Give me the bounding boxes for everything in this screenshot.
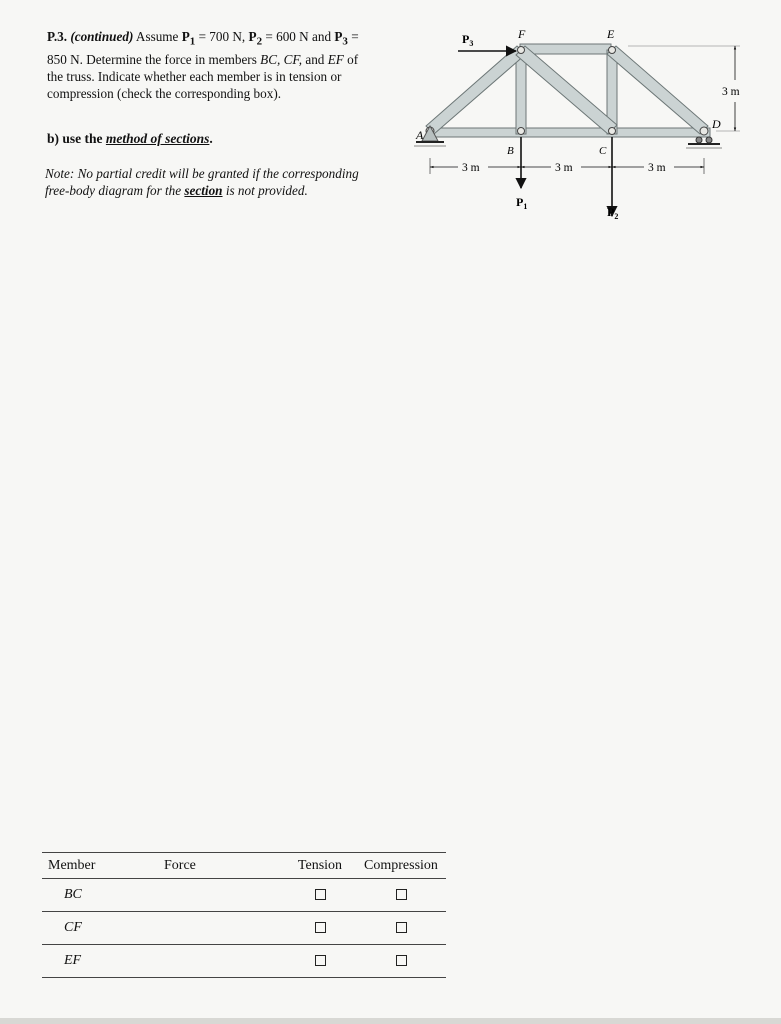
and-word-2: and — [305, 51, 325, 67]
horizontal-dimensions — [430, 158, 704, 174]
support-d — [686, 137, 722, 148]
answer-table — [42, 852, 446, 978]
p2-subscript: 2 — [256, 35, 263, 48]
determine-text: Determine the force in members — [86, 51, 257, 67]
problem-label: P.3. — [47, 29, 68, 44]
dim-height: 3 m — [722, 86, 740, 98]
table-row — [42, 879, 446, 912]
member-bottom-chord — [430, 128, 710, 137]
truss-figure — [400, 20, 750, 230]
members-text: BC, CF, — [260, 51, 303, 67]
force-input[interactable] — [158, 912, 284, 945]
joint-f — [518, 47, 525, 54]
node-b-label: B — [507, 145, 514, 157]
member-cell: EF — [42, 945, 158, 978]
method-of-sections: method of sections — [105, 131, 210, 146]
p3-subscript: 3 — [342, 35, 348, 48]
tension-checkbox-cf[interactable] — [284, 912, 356, 945]
and-word: and — [312, 29, 332, 44]
assume-word: Assume — [135, 29, 179, 44]
truss-members — [426, 44, 710, 137]
dim-span-1: 3 m — [462, 162, 480, 174]
note-section-word: section — [184, 183, 223, 198]
page-edge — [0, 1018, 781, 1024]
part-b-prefix: b) use the — [47, 131, 103, 146]
continued-label: (continued) — [70, 29, 134, 44]
tension-checkbox-ef[interactable] — [284, 945, 356, 978]
member-fc — [516, 46, 617, 134]
header-compression: Compression — [356, 853, 446, 879]
member-ed — [607, 46, 708, 134]
part-b-suffix: . — [209, 131, 213, 146]
problem-statement — [47, 28, 377, 102]
p2-value: = 600 N — [265, 29, 309, 44]
node-f-label: F — [518, 27, 526, 41]
p2-label: $P_2$ — [607, 205, 619, 221]
joint-c — [609, 128, 616, 135]
node-d-label: D — [712, 117, 721, 131]
joint-d — [700, 127, 708, 135]
table-row — [42, 945, 446, 978]
note — [45, 165, 375, 199]
header-force: Force — [158, 853, 284, 879]
member-af — [426, 46, 526, 134]
p3-value: = 850 N. — [47, 29, 359, 67]
p1-subscript: 1 — [189, 35, 196, 48]
dim-span-3: 3 m — [648, 162, 666, 174]
note-text: Note: No partial credit will be granted if the corresponding free-body diagram for the — [45, 166, 359, 198]
node-c-label: C — [599, 145, 607, 157]
part-b-heading — [47, 131, 213, 147]
force-input[interactable] — [158, 945, 284, 978]
header-tension: Tension — [284, 853, 356, 879]
node-e-label: E — [607, 27, 615, 41]
instructions-text: of the truss. Indicate whether each member is in tension or compression (check the corresponding box). — [47, 51, 359, 102]
p1-value: = 700 N, — [198, 29, 246, 44]
dim-span-2: 3 m — [555, 162, 573, 174]
tension-checkbox-bc[interactable] — [284, 879, 356, 912]
joint-b — [518, 128, 525, 135]
member-cell: CF — [42, 912, 158, 945]
compression-checkbox-cf[interactable] — [356, 912, 446, 945]
p3-label: $P_3$ — [462, 32, 474, 48]
joint-e — [609, 47, 616, 54]
note-text-end: is not provided. — [225, 183, 308, 198]
table-row — [42, 912, 446, 945]
node-a-label: A — [416, 128, 424, 142]
p1-symbol: P — [181, 29, 190, 44]
p1-label: $P_1$ — [516, 195, 528, 211]
member-top-chord — [520, 44, 611, 54]
force-input[interactable] — [158, 879, 284, 912]
member-cell: BC — [42, 879, 158, 912]
member-ef-text: EF — [327, 51, 344, 67]
p3-symbol: P — [334, 29, 343, 44]
header-member: Member — [42, 853, 158, 879]
compression-checkbox-bc[interactable] — [356, 879, 446, 912]
p2-symbol: P — [248, 29, 257, 44]
table-header-row — [42, 853, 446, 879]
compression-checkbox-ef[interactable] — [356, 945, 446, 978]
